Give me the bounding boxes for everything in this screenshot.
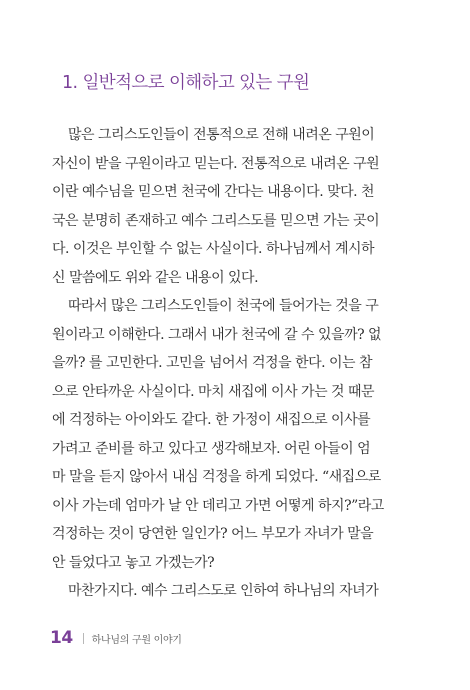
paragraph-line: 안 들었다고 놓고 가겠는가? [52,554,215,571]
paragraph-line: 을까? 를 고민한다. 고민을 넘어서 걱정을 한다. 이는 참 [52,355,373,371]
footer-divider [83,633,84,644]
paragraph-line: 에 걱정하는 아이와도 같다. 한 가정이 새집으로 이사를 [52,412,371,428]
paragraph-line: 으로 안타까운 사실이다. 마치 새집에 이사 가는 것 때문 [52,383,375,400]
page-number: 14 [50,628,73,648]
paragraph-line: 마 말을 듣지 않아서 내심 걱정을 하게 되었다. “새집으로 [52,469,381,485]
paragraph-line: 국은 분명히 존재하고 예수 그리스도를 믿으면 가는 곳이 [52,212,380,229]
page-footer [50,628,182,648]
paragraph-line: 다. 이것은 부인할 수 없는 사실이다. 하나님께서 계시하 [52,241,375,257]
paragraph-line: 원이라고 이해한다. 그래서 내가 천국에 갈 수 있을까? 없 [52,326,382,343]
paragraph-line: 가려고 준비를 하고 있다고 생각해보자. 어린 아들이 엄 [52,440,371,457]
section-heading: 1. 일반적으로 이해하고 있는 구원 [62,73,310,93]
paragraph-line: 따라서 많은 그리스도인들이 천국에 들어가는 것을 구 [68,298,379,314]
paragraph-line: 많은 그리스도인들이 전통적으로 전해 내려온 구원이 [68,127,375,143]
paragraph-line: 걱정하는 것이 당연한 일인가? 어느 부모가 자녀가 말을 [52,526,374,542]
paragraph-line: 이란 예수님을 믿으면 천국에 간다는 내용이다. 맞다. 천 [52,184,375,200]
body-text [52,121,420,606]
paragraph-line: 신 말씀에도 위와 같은 내용이 있다. [52,269,259,286]
paragraph-line: 이사 가는데 엄마가 날 안 데리고 가면 어떻게 하지?”라고 [52,497,384,514]
running-title: 하나님의 구원 이야기 [91,634,182,646]
paragraph-line: 자신이 받을 구원이라고 믿는다. 전통적으로 내려온 구원 [52,155,380,172]
paragraph-line: 마찬가지다. 예수 그리스도로 인하여 하나님의 자녀가 [68,583,379,599]
